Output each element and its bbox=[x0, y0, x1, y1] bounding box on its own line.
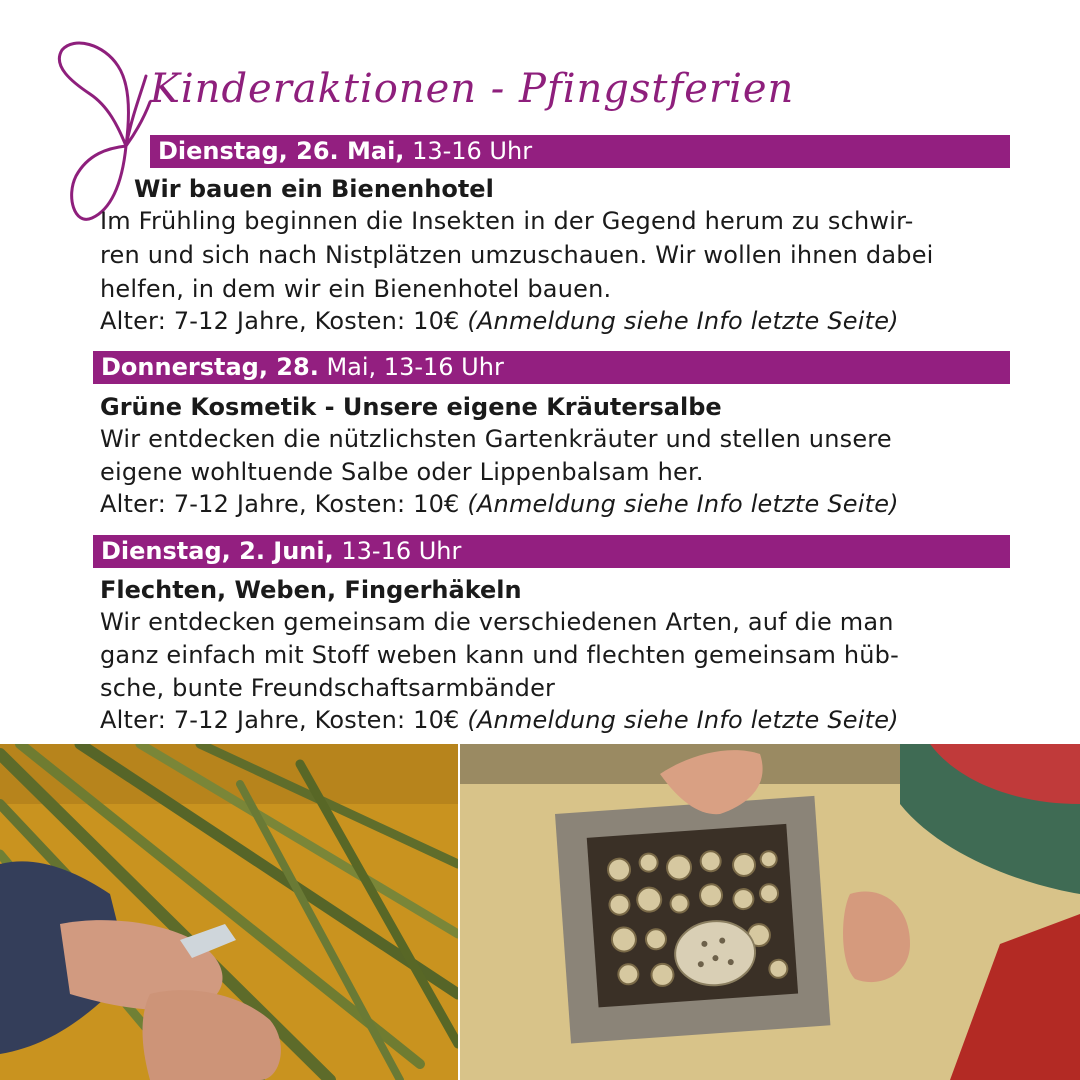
registration-note: (Anmeldung siehe Info letzte Seite) bbox=[467, 490, 899, 518]
event-date-bar bbox=[93, 351, 1010, 384]
event-age-cost bbox=[100, 703, 899, 737]
age-cost-text: Alter: 7-12 Jahre, Kosten: 10€ bbox=[100, 307, 460, 335]
registration-note: (Anmeldung siehe Info letzte Seite) bbox=[467, 307, 899, 335]
event-date-bar bbox=[93, 535, 1010, 568]
event-description-line: sche, bunte Freundschaftsarmbänder bbox=[100, 674, 556, 702]
event-description-line: Wir entdecken gemeinsam die verschiedenen Arten, auf die man bbox=[100, 608, 894, 636]
event-age-cost bbox=[100, 487, 899, 521]
page-title: Kinderaktionen - Pfingstferien bbox=[150, 66, 795, 112]
event-date: Dienstag, 26. Mai, bbox=[158, 137, 405, 165]
event-description-line: ren und sich nach Nistplätzen umzuschauen. Wir wollen ihnen dabei bbox=[100, 241, 934, 269]
event-date: Dienstag, 2. Juni, bbox=[101, 537, 334, 565]
event-description-line: eigene wohltuende Salbe oder Lippenbalsam her. bbox=[100, 458, 704, 486]
age-cost-text: Alter: 7-12 Jahre, Kosten: 10€ bbox=[100, 490, 460, 518]
event-description-line: helfen, in dem wir ein Bienenhotel bauen. bbox=[100, 275, 612, 303]
age-cost-text: Alter: 7-12 Jahre, Kosten: 10€ bbox=[100, 706, 460, 734]
photo-insect-hotel bbox=[460, 744, 1080, 1080]
event-title: Flechten, Weben, Fingerhäkeln bbox=[100, 576, 522, 604]
event-title: Grüne Kosmetik - Unsere eigene Kräutersalbe bbox=[100, 393, 722, 421]
event-description-line: ganz einfach mit Stoff weben kann und flechten gemeinsam hüb- bbox=[100, 641, 899, 669]
event-description-line: Im Frühling beginnen die Insekten in der Gegend herum zu schwir- bbox=[100, 207, 914, 235]
event-time: Mai, 13-16 Uhr bbox=[326, 353, 504, 381]
photo-willow-sticks bbox=[0, 744, 458, 1080]
event-description-line: Wir entdecken die nützlichsten Gartenkräuter und stellen unsere bbox=[100, 425, 892, 453]
event-date-bar bbox=[150, 135, 1010, 168]
event-age-cost bbox=[100, 304, 899, 338]
event-date: Donnerstag, 28. bbox=[101, 353, 319, 381]
registration-note: (Anmeldung siehe Info letzte Seite) bbox=[467, 706, 899, 734]
event-title: Wir bauen ein Bienenhotel bbox=[134, 175, 494, 203]
event-time: 13-16 Uhr bbox=[412, 137, 533, 165]
event-time: 13-16 Uhr bbox=[341, 537, 462, 565]
